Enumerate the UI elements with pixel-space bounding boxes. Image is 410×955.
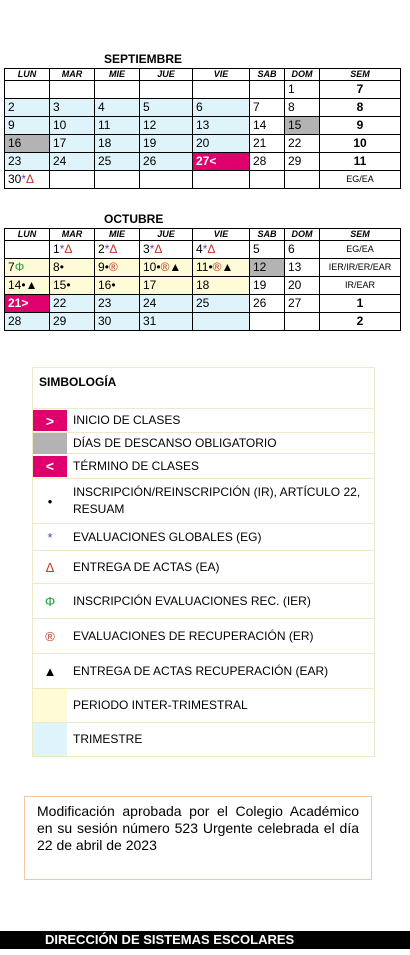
day-number: 22: [53, 296, 67, 310]
day-number: 7: [253, 100, 260, 114]
day-cell: [95, 277, 140, 295]
day-number: 26: [143, 154, 157, 168]
day-cell: [250, 171, 285, 189]
day-number: 15: [288, 118, 302, 132]
day-symbol: •: [66, 278, 71, 292]
week-number: 10: [320, 135, 401, 153]
day-number: 23: [8, 154, 22, 168]
day-number: 8: [53, 260, 60, 274]
day-number: 17: [143, 278, 157, 292]
day-cell: [250, 295, 285, 313]
legend-item: [33, 654, 374, 689]
legend-title: SIMBOLOGÍA: [33, 368, 374, 409]
week-number: 9: [320, 117, 401, 135]
day-cell: [50, 81, 95, 99]
legend-label: INICIO DE CLASES: [73, 413, 181, 427]
day-number: 20: [288, 278, 302, 292]
day-cell: [5, 259, 50, 277]
day-number: 3: [53, 100, 60, 114]
legend-item: [33, 551, 374, 584]
september-header-vie: VIE: [193, 69, 250, 81]
footer-bar: DIRECCIÓN DE SISTEMAS ESCOLARES: [0, 931, 410, 949]
triangle-icon: ▲: [43, 663, 57, 679]
start-classes-icon: >: [33, 409, 67, 432]
day-cell: [5, 117, 50, 135]
day-number: 30: [8, 172, 22, 186]
day-cell: [140, 117, 193, 135]
september-header-lun: LUN: [5, 69, 50, 81]
day-number: 13: [288, 260, 302, 274]
day-number: 9: [98, 260, 105, 274]
day-number: 1: [53, 242, 60, 256]
day-number: 22: [288, 136, 302, 150]
day-symbol: •: [111, 278, 116, 292]
day-number: 24: [143, 296, 157, 310]
day-cell: [193, 277, 250, 295]
week-number: EG/EA: [320, 241, 401, 259]
october-header-jue: JUE: [140, 229, 193, 241]
october-header-sem: SEM: [320, 229, 401, 241]
day-cell: [140, 295, 193, 313]
day-symbol: ▲: [169, 260, 182, 274]
week-number: 1: [320, 295, 401, 313]
bullet-icon: •: [47, 493, 53, 509]
day-number: 19: [253, 278, 267, 292]
september-header-sab: SAB: [250, 69, 285, 81]
day-cell: [140, 99, 193, 117]
day-number: 10: [53, 118, 67, 132]
day-number: 27: [288, 296, 302, 310]
day-cell: [193, 153, 250, 171]
day-symbol: •: [208, 260, 213, 274]
modification-note: Modificación aprobada por el Colegio Académico en su sesión número 523 Urgente celebrada el día 22 de abril de 2023: [24, 796, 372, 880]
day-symbol: *: [59, 242, 65, 256]
day-cell: [50, 277, 95, 295]
day-cell: [95, 81, 140, 99]
day-cell: [250, 241, 285, 259]
day-symbol: *: [202, 242, 208, 256]
day-cell: [50, 313, 95, 331]
day-number: 18: [98, 136, 112, 150]
week-row: [5, 241, 401, 259]
day-cell: [50, 259, 95, 277]
day-cell: [50, 153, 95, 171]
day-cell: [285, 117, 320, 135]
week-row: [5, 135, 401, 153]
day-cell: [193, 117, 250, 135]
legend-label: PERIODO INTER-TRIMESTRAL: [73, 698, 248, 712]
day-symbol: Δ: [207, 242, 216, 256]
registered-icon: ®: [45, 628, 55, 644]
september-header-dom: DOM: [285, 69, 320, 81]
october-header-vie: VIE: [193, 229, 250, 241]
legend-label: EVALUACIONES GLOBALES (EG): [73, 529, 262, 544]
day-symbol: Φ: [14, 260, 25, 274]
day-cell: [95, 117, 140, 135]
day-cell: [193, 171, 250, 189]
day-symbol: •: [21, 278, 26, 292]
week-number: IER/IR/ER/EAR: [320, 259, 401, 277]
september-header-sem: SEM: [320, 69, 401, 81]
day-cell: [140, 81, 193, 99]
day-cell: [140, 135, 193, 153]
legend-label: ENTREGA DE ACTAS (EA): [73, 559, 220, 574]
day-cell: [250, 117, 285, 135]
day-cell: [5, 153, 50, 171]
day-cell: [50, 117, 95, 135]
week-row: [5, 153, 401, 171]
day-number: 11: [98, 118, 111, 132]
day-cell: [5, 171, 50, 189]
day-cell: [50, 241, 95, 259]
day-cell: [95, 295, 140, 313]
week-number: 8: [320, 99, 401, 117]
rest-day-swatch: [33, 433, 67, 453]
week-row: [5, 117, 401, 135]
day-symbol: ®: [108, 260, 118, 274]
day-cell: [5, 81, 50, 99]
day-cell: [140, 171, 193, 189]
day-cell: [193, 135, 250, 153]
day-symbol: *: [104, 242, 110, 256]
day-cell: [140, 241, 193, 259]
day-cell: [5, 99, 50, 117]
legend-item: [33, 584, 374, 619]
october-calendar: [4, 228, 401, 331]
phi-icon: Φ: [44, 593, 56, 609]
day-cell: [250, 259, 285, 277]
day-number: 12: [143, 118, 157, 132]
week-row: [5, 81, 401, 99]
week-row: [5, 295, 401, 313]
day-number: 6: [196, 100, 203, 114]
day-cell: [95, 99, 140, 117]
day-symbol: •: [104, 260, 109, 274]
day-number: 31: [143, 314, 157, 328]
end-classes-icon: <: [33, 454, 67, 478]
day-cell: [95, 171, 140, 189]
day-cell: [50, 295, 95, 313]
legend-label: EVALUACIONES DE RECUPERACIÓN (ER): [73, 628, 314, 643]
day-number: 28: [8, 314, 22, 328]
day-number: 5: [253, 242, 260, 256]
day-number: 25: [196, 296, 210, 310]
day-cell: [285, 295, 320, 313]
october-title: OCTUBRE: [104, 212, 164, 226]
day-cell: [285, 135, 320, 153]
day-number: 21: [253, 136, 267, 150]
day-cell: [285, 259, 320, 277]
day-cell: [140, 153, 193, 171]
day-symbol: •: [156, 260, 161, 274]
day-number: 5: [143, 100, 150, 114]
day-number: 13: [196, 118, 210, 132]
day-cell: [5, 135, 50, 153]
day-number: 18: [196, 278, 210, 292]
day-number: 25: [98, 154, 112, 168]
day-number: 2: [8, 100, 15, 114]
day-cell: [250, 81, 285, 99]
week-number: EG/EA: [320, 171, 401, 189]
legend-item: [33, 454, 374, 479]
inter-period-swatch: [33, 689, 67, 722]
day-cell: [5, 241, 50, 259]
week-number: 7: [320, 81, 401, 99]
day-cell: [285, 171, 320, 189]
day-number: 6: [288, 242, 295, 256]
day-number: 7: [8, 260, 15, 274]
day-number: 17: [53, 136, 67, 150]
day-symbol: Δ: [154, 242, 163, 256]
day-number: 28: [253, 154, 267, 168]
day-number: 29: [53, 314, 67, 328]
september-calendar: [4, 68, 401, 189]
day-symbol: Δ: [64, 242, 73, 256]
day-cell: [193, 313, 250, 331]
day-cell: [250, 99, 285, 117]
day-number: 27<: [196, 154, 217, 168]
day-number: 9: [8, 118, 15, 132]
week-number: 11: [320, 153, 401, 171]
day-number: 8: [288, 100, 295, 114]
week-row: [5, 259, 401, 277]
day-cell: [50, 135, 95, 153]
day-cell: [285, 81, 320, 99]
october-header-lun: LUN: [5, 229, 50, 241]
day-cell: [95, 241, 140, 259]
delta-icon: Δ: [45, 559, 55, 575]
day-cell: [250, 313, 285, 331]
day-symbol: ®: [212, 260, 222, 274]
day-cell: [95, 153, 140, 171]
asterisk-icon: *: [47, 529, 53, 545]
day-cell: [50, 99, 95, 117]
day-number: 14: [253, 118, 267, 132]
day-cell: [5, 295, 50, 313]
day-symbol: *: [21, 172, 27, 186]
day-symbol: *: [149, 242, 155, 256]
legend-item: [33, 524, 374, 551]
october-header-mar: MAR: [50, 229, 95, 241]
day-symbol: ▲: [221, 260, 234, 274]
october-header-mie: MIE: [95, 229, 140, 241]
trimester-swatch: [33, 723, 67, 756]
september-header-jue: JUE: [140, 69, 193, 81]
day-number: 12: [253, 260, 267, 274]
day-cell: [50, 171, 95, 189]
day-number: 11: [196, 260, 209, 274]
week-row: [5, 313, 401, 331]
day-cell: [250, 135, 285, 153]
legend-label: DÍAS DE DESCANSO OBLIGATORIO: [73, 435, 277, 450]
week-row: [5, 171, 401, 189]
day-number: 26: [253, 296, 267, 310]
legend-label: INSCRIPCIÓN/REINSCRIPCIÓN (IR), ARTÍCULO 22, RESUAM: [73, 485, 361, 516]
legend-item: [33, 619, 374, 654]
day-cell: [193, 295, 250, 313]
october-header-sab: SAB: [250, 229, 285, 241]
week-number: IR/EAR: [320, 277, 401, 295]
legend-label: ENTREGA DE ACTAS RECUPERACIÓN (EAR): [73, 663, 329, 678]
day-number: 30: [98, 314, 112, 328]
day-symbol: Δ: [109, 242, 118, 256]
september-header-mar: MAR: [50, 69, 95, 81]
september-title: SEPTIEMBRE: [104, 52, 183, 66]
day-cell: [250, 277, 285, 295]
day-number: 4: [196, 242, 203, 256]
legend-label: INSCRIPCIÓN EVALUACIONES REC. (IER): [73, 593, 311, 608]
day-number: 2: [98, 242, 105, 256]
day-cell: [285, 313, 320, 331]
day-cell: [250, 153, 285, 171]
day-cell: [193, 259, 250, 277]
legend-label: TRIMESTRE: [73, 732, 143, 746]
day-cell: [193, 241, 250, 259]
day-cell: [95, 259, 140, 277]
day-number: 14: [8, 278, 22, 292]
day-symbol: ®: [160, 260, 170, 274]
day-symbol: •: [59, 260, 64, 274]
day-number: 15: [53, 278, 67, 292]
week-number: 2: [320, 313, 401, 331]
legend-item: [33, 479, 374, 524]
day-number: 23: [98, 296, 112, 310]
day-number: 21>: [8, 296, 29, 310]
day-number: 19: [143, 136, 157, 150]
day-number: 29: [288, 154, 302, 168]
legend-item: [33, 689, 374, 723]
day-cell: [5, 277, 50, 295]
october-header-dom: DOM: [285, 229, 320, 241]
legend-item: [33, 723, 374, 756]
day-number: 16: [8, 136, 22, 150]
day-number: 3: [143, 242, 150, 256]
day-cell: [95, 313, 140, 331]
day-cell: [5, 313, 50, 331]
day-symbol: ▲: [25, 278, 38, 292]
day-cell: [140, 313, 193, 331]
day-number: 4: [98, 100, 105, 114]
day-number: 20: [196, 136, 210, 150]
week-row: [5, 99, 401, 117]
day-cell: [140, 259, 193, 277]
day-cell: [285, 241, 320, 259]
week-row: [5, 277, 401, 295]
september-header-mie: MIE: [95, 69, 140, 81]
day-number: 24: [53, 154, 67, 168]
day-cell: [193, 81, 250, 99]
legend-label: TÉRMINO DE CLASES: [73, 458, 200, 473]
day-cell: [285, 277, 320, 295]
day-number: 16: [98, 278, 112, 292]
day-cell: [140, 277, 193, 295]
legend-item: [33, 433, 374, 454]
day-number: 10: [143, 260, 157, 274]
day-cell: [193, 99, 250, 117]
legend-item: [33, 409, 374, 433]
day-cell: [285, 153, 320, 171]
day-number: 1: [288, 82, 295, 96]
day-symbol: Δ: [26, 172, 35, 186]
day-cell: [285, 99, 320, 117]
legend-box: [32, 367, 375, 757]
day-cell: [95, 135, 140, 153]
